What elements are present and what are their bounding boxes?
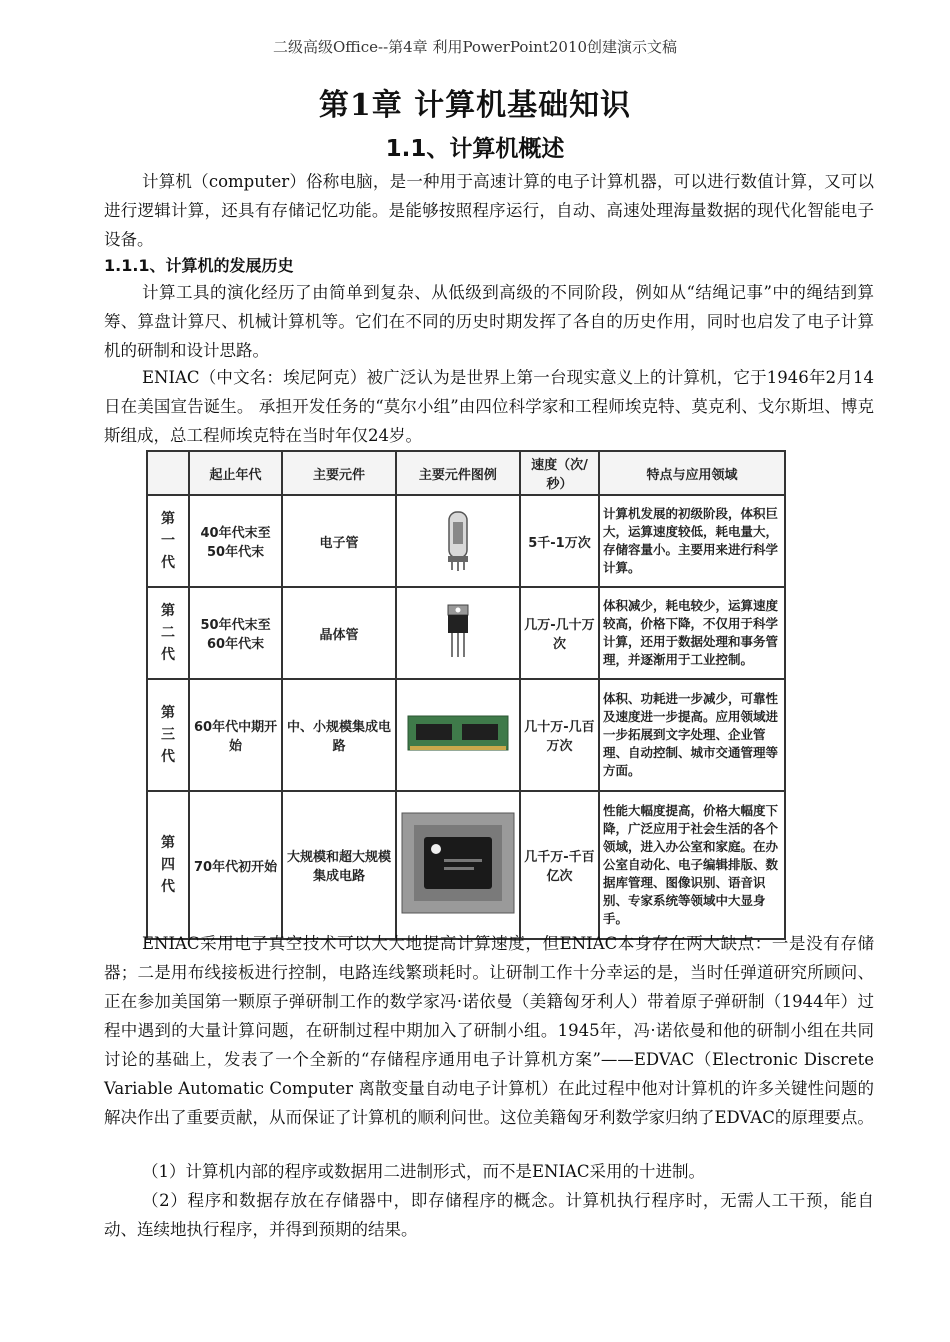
generation-cell: 第一代 — [147, 495, 189, 587]
features-cell: 体积减少，耗电较少，运算速度较高，价格下降，不仅用于科学计算，还用于数据处理和事务管理，并逐渐用于工业控制。 — [599, 587, 785, 679]
table-header-cell — [147, 451, 189, 495]
point-1-paragraph: （1）计算机内部的程序或数据用二进制形式，而不是ENIAC采用的十进制。 — [142, 1162, 706, 1181]
table-row — [147, 791, 785, 939]
component-image-cell — [396, 587, 520, 679]
running-header: 二级高级Office--第4章 利用PowerPoint2010创建演示文稿 — [272, 38, 678, 56]
years-cell: 50年代末至60年代末 — [189, 587, 282, 679]
generation-cell: 第二代 — [147, 587, 189, 679]
component-image-cell — [396, 495, 520, 587]
chapter-title: 第1章 计算机基础知识 — [318, 88, 632, 123]
microprocessor-chip-icon — [400, 811, 516, 915]
table-row — [147, 679, 785, 791]
component-cell: 电子管 — [282, 495, 396, 587]
generation-cell: 第四代 — [147, 791, 189, 939]
table-header-cell: 主要元件 — [282, 451, 396, 495]
table-header-cell: 起止年代 — [189, 451, 282, 495]
component-cell: 大规模和超大规模集成电路 — [282, 791, 396, 939]
table-header-row — [147, 451, 785, 495]
years-cell: 60年代中期开始 — [189, 679, 282, 791]
speed-cell: 几万-几十万次 — [520, 587, 599, 679]
table-header-cell: 速度（次/秒） — [520, 451, 599, 495]
intro-paragraph: 计算机（computer）俗称电脑，是一种用于高速计算的电子计算机器，可以进行数值计算，又可以进行逻辑计算，还具有存储记忆功能。是能够按照程序运行，自动、高速处理海量数据的现代化智能电子设备。 — [104, 172, 874, 249]
generation-cell: 第三代 — [147, 679, 189, 791]
speed-cell: 几千万-千百亿次 — [520, 791, 599, 939]
transistor-icon — [438, 601, 478, 661]
component-image-cell — [396, 791, 520, 939]
table-row — [147, 495, 785, 587]
history-paragraph: 计算工具的演化经历了由简单到复杂、从低级到高级的不同阶段，例如从“结绳记事”中的绳结到算筹、算盘计算尺、机械计算机等。它们在不同的历史时期发挥了各自的历史作用，同时也启发了电子计算机的研制和设计思路。 — [104, 283, 874, 360]
subsection-title: 1.1.1、计算机的发展历史 — [104, 256, 294, 275]
eniac-paragraph: ENIAC（中文名：埃尼阿克）被广泛认为是世界上第一台现实意义上的计算机，它于1946年2月14日在美国宣告诞生。 承担开发任务的“莫尔小组”由四位科学家和工程师埃克特、莫克利、戈尔斯坦、博克斯组成，总工程师埃克特在当时年仅24岁。 — [104, 368, 874, 445]
point-2-paragraph: （2）程序和数据存放在存储器中，即存储程序的概念。计算机执行程序时，无需人工干预，能自动、连续地执行程序，并得到预期的结果。 — [104, 1191, 874, 1239]
vacuum-tube-icon — [438, 504, 478, 574]
integrated-circuit-board-icon — [406, 710, 510, 756]
years-cell: 70年代初开始 — [189, 791, 282, 939]
table-header-cell: 主要元件图例 — [396, 451, 520, 495]
section-title: 1.1、计算机概述 — [385, 136, 565, 162]
features-cell: 体积、功耗进一步减少，可靠性及速度进一步提高。应用领域进一步拓展到文字处理、企业管理、自动控制、城市交通管理等方面。 — [599, 679, 785, 791]
table-header-cell: 特点与应用领域 — [599, 451, 785, 495]
features-cell: 计算机发展的初级阶段，体积巨大，运算速度较低，耗电量大，存储容量小。主要用来进行科学计算。 — [599, 495, 785, 587]
years-cell: 40年代末至50年代末 — [189, 495, 282, 587]
component-cell: 晶体管 — [282, 587, 396, 679]
computer-generations-table — [146, 450, 786, 940]
component-cell: 中、小规模集成电路 — [282, 679, 396, 791]
features-cell: 性能大幅度提高，价格大幅度下降，广泛应用于社会生活的各个领域，进入办公室和家庭。在办公室自动化、电子编辑排版、数据库管理、图像识别、语音识别、专家系统等领域中大显身手。 — [599, 791, 785, 939]
speed-cell: 几十万-几百万次 — [520, 679, 599, 791]
edvac-paragraph: ENIAC采用电子真空技术可以大大地提高计算速度，但ENIAC本身存在两大缺点：一是没有存储器；二是用布线接板进行控制，电路连线繁琐耗时。让研制工作十分幸运的是，当时任弹道研究所顾问、正在参加美国第一颗原子弹研制工作的数学家冯·诺依曼（美籍匈牙利人）带着原子弹研制（1944年）过程中遇到的大量计算问题，在研制过程中期加入了研制小组。1945年，冯·诺依曼和他的研制小组在共同讨论的基础上，发表了一个全新的“存储程序通用电子计算机方案”——EDVAC（Electronic Discrete Variable Automatic Computer 离散变量自动电子计算机）在此过程中他对计算机的许多关键性问题的解决作出了重要贡献，从而保证了计算机的顺利问世。这位美籍匈牙利数学家归纳了EDVAC的原理要点。 — [104, 934, 874, 1127]
component-image-cell — [396, 679, 520, 791]
speed-cell: 5千-1万次 — [520, 495, 599, 587]
table-row — [147, 587, 785, 679]
